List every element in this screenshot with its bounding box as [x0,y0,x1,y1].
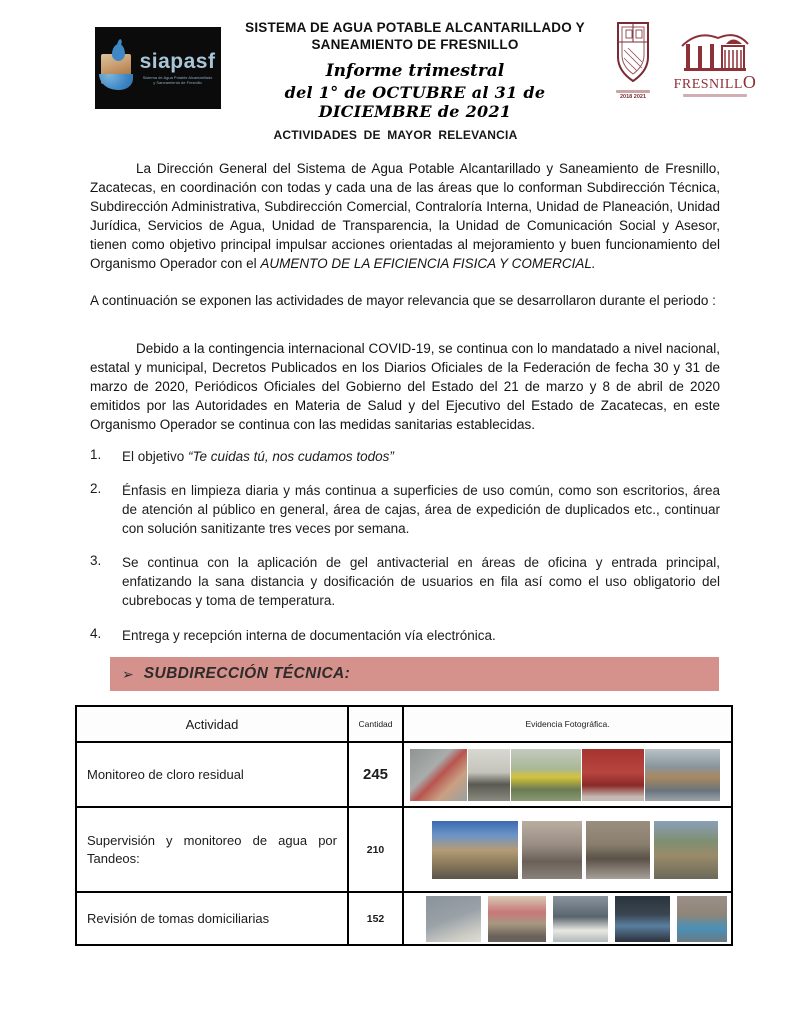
table-row [76,742,732,807]
evidence-photo [553,896,608,942]
evidence-photo [488,896,546,942]
table-row [76,892,732,945]
list-item: 1. El objetivo “Te cuidas tú, nos cudamos todos” [90,447,394,464]
evidence-photo [468,749,510,801]
fresnillo-wordmark: FRESNILLO [673,72,757,92]
evidence-photo [410,749,467,801]
list-item: 4. Entrega y recepción interna de documentación vía electrónica. [90,626,496,643]
siapasf-logo [95,27,221,109]
document-title-block [221,20,609,121]
section-heading: ACTIVIDADES DE MAYOR RELEVANCIA [273,128,518,142]
fresnillo-building-icon [678,28,752,72]
list-item: 2. Énfasis en limpieza diaria y más continua a superficies de uso común, como son escritorios, área de atención al público en general, área de cajas, área de expedición de duplicados etc., continuar con solución sanitizante tres veces por semana. [90,481,720,536]
photo-evidence-strip [406,821,729,879]
activity-name: Supervisión y monitoreo de agua por Tandeos: [76,807,348,892]
efficiency-emphasis: AUMENTO DE LA EFICIENCIA FISICA Y COMERCIAL. [260,256,596,271]
arrow-bullet-icon: ➢ [122,665,134,682]
subdireccion-tecnica-heading: SUBDIRECCIÓN TÉCNICA: [143,665,351,682]
evidence-photo [426,896,481,942]
siapasf-logo-name: siapasf [139,49,216,73]
evidence-photo [645,749,720,801]
photo-evidence-strip [406,896,729,942]
crest-caption-line [616,90,650,93]
siapasf-logo-drop [111,44,125,62]
crest-years: 2018 2021 [620,94,646,100]
fresnillo-logo [667,28,763,97]
activity-table [75,705,733,946]
subdireccion-tecnica-banner [110,657,719,691]
page-header [95,20,763,121]
evidence-photo [432,821,518,879]
paragraph-period-intro: A continuación se exponen las actividades de mayor relevancia que se desarrollaron durante el periodo : [90,293,716,308]
covid-measures-list [90,447,720,658]
table-header-row [76,706,732,742]
column-header-cantidad: Cantidad [348,706,403,742]
report-period: del 1° de OCTUBRE al 31 de DICIEMBRE de 2021 [284,82,546,121]
evidence-photo [586,821,650,879]
paragraph-covid: Debido a la contingencia internacional COVID-19, se continua con lo mandatado a nivel nacional, estatal y municipal, Decretos Publicados en los Diarios Oficiales de la Federación de fecha 30 y 31 de marzo de 2020, Periódicos Oficiales del Gobierno del Estado del 21 de marzo y 8 de abril de 2020 emitidos por las Autoridades en Materia de Salud y del Ejecutivo del Estado de Zacatecas, en este Organismo Operador se continua con las medidas sanitarias establecidas. [90,341,720,432]
evidence-photo [654,821,718,879]
paragraph-introduction: La Dirección General del Sistema de Agua Potable Alcantarillado y Saneamiento de Fresnillo, Zacatecas, en coordinación con todas y cada una de las áreas que lo conforman Subdirección Técnica, Subdirección Administrativa, Subdirección Comercial, Contraloría Interna, Unidad de Planeación, Unidad Jurídica, Servicios de Agua, Unidad de Transparencia, la Unidad de Comunicación Social y Asesor, tienen como objetivo principal impulsar acciones orientadas al mejoramiento y buen funcionamiento del Organismo Operador con el AUMENTO DE LA EFICIENCIA FISICA Y COMERCIAL. [90,161,720,271]
siapasf-logo-wave [99,74,133,90]
evidence-photo [522,821,582,879]
crest-shield-icon [612,20,654,88]
column-header-actividad: Actividad [76,706,348,742]
document-title: SISTEMA DE AGUA POTABLE ALCANTARILLADO Y SANEAMIENTO DE FRESNILLO [245,20,585,52]
evidence-photo [511,749,581,801]
activity-name: Revisión de tomas domiciliarias [76,892,348,945]
fresnillo-tagline [683,94,747,97]
siapasf-logo-tagline: Sistema de Agua Potable Alcantarillado y Saneamiento de Fresnillo [142,74,213,85]
list-item: 3. Se continua con la aplicación de gel antivacterial en áreas de oficina y entrada principal, enfatizando la sana distancia y dosificación de usuarios en fila así como el uso obligatorio del cubrebocas y toma de temperatura. [90,553,720,608]
evidence-photo [615,896,670,942]
table-row [76,807,732,892]
activity-count: 152 [348,892,403,945]
activity-count: 245 [348,742,403,807]
activity-count: 210 [348,807,403,892]
objective-quote: “Te cuidas tú, nos cudamos todos” [188,449,394,464]
activity-name: Monitoreo de cloro residual [76,742,348,807]
siapasf-logo-text [140,51,216,85]
column-header-evidencia: Evidencia Fotográfica. [403,706,732,742]
evidence-photo [677,896,727,942]
siapasf-waterdrop-icon [101,46,135,90]
report-type: Informe trimestral [325,60,505,81]
photo-evidence-strip [406,749,729,801]
evidence-photo [582,749,644,801]
ayuntamiento-crest-logo [609,20,657,100]
